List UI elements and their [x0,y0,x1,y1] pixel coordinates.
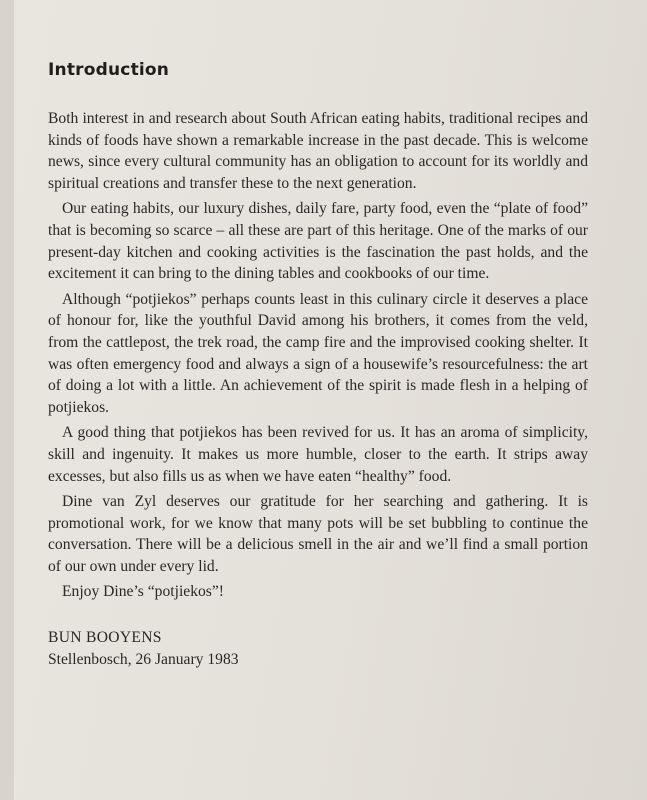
paragraph-1: Both interest in and research about South African eating habits, traditional recipes and kinds of foods have shown a remarkable increase in the past decade. This is welcome news, since every cultural community has an obligation to account for its worldly and spiritual creations and transfer these to the next generation. [48,110,588,192]
signature-block [48,627,588,671]
paragraph-3: Although “potjiekos” perhaps counts least in this culinary circle it deserves a place of honour for, like the youthful David among his brothers, it comes from the veld, from the cattlepost, the trek road, the camp fire and the improvised cooking shelter. It was often emergency food and always a sign of a housewife’s resourcefulness: the art of doing a lot with a little. An achievement of the spirit is made flesh in a helping of potjiekos. [48,290,588,416]
paragraph-2: Our eating habits, our luxury dishes, daily fare, party food, even the “plate of food” that is becoming so scarce – all these are part of this heritage. One of the marks of our present-day kitchen and cooking activities is the fascination the past holds, and the excitement it can bring to the dining tables and cookbooks of our time. [48,200,588,283]
paragraph-4: A good thing that potjiekos has been revived for us. It has an aroma of simplicity, skill and ingenuity. It makes us more humble, closer to the earth. It strips away excesses, but also fills us as when we have eaten “healthy” food. [48,424,588,485]
author-name: BUN BOOYENS [48,629,162,647]
page-content [48,52,588,671]
page-title: Introduction [48,60,170,80]
paragraph-6: Enjoy Dine’s “potjiekos”! [62,583,224,601]
paragraph-5: Dine van Zyl deserves our gratitude for her searching and gathering. It is promotional work, for we know that many pots will be set bubbling to continue the conversation. There will be a delicious smell in the air and we’ll find a small portion of our own under every lid. [48,493,588,575]
place-date: Stellenbosch, 26 January 1983 [48,651,239,669]
